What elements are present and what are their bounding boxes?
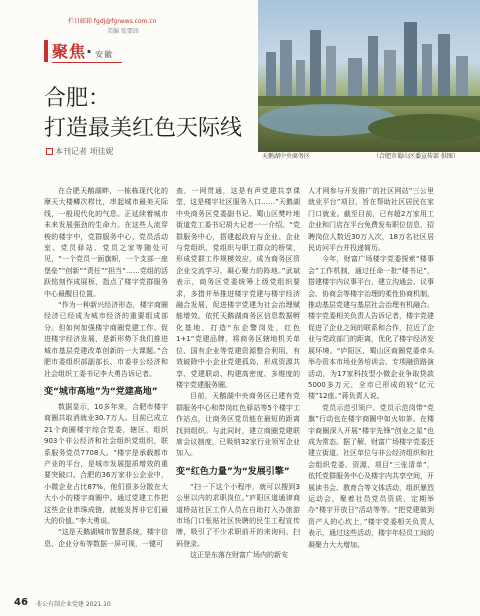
article-title-line1: 合肥：: [44, 86, 111, 111]
photo-credit: （合肥市蜀山区委宣传部 供图）: [373, 153, 459, 160]
text-column-1: [44, 186, 168, 550]
paragraph: 目前，天鹅湖中央商务区已建有党群服务中心和带岗红色驿站等5个楼宇工作站点，让商务区党员能在最短的距离找到组织。与此同时，建立商圈党建联席会议制度，已吸纳32家行业领军企业加入。: [176, 392, 300, 458]
photo-caption: 天鹅湖中央商务区: [262, 153, 311, 160]
text-column-2: [176, 186, 300, 562]
page-number: 46: [14, 597, 28, 608]
paragraph: 人才网参与开发推广的社区网站“三公里就业平台”项目，旨在帮助社区居民在家门口就业。截至目前，已有超2万家用工企业和门店在平台免费发布职位信息，招聘岗位人数近30万人次，18万名社区居民访问平台并投递简历。: [308, 187, 434, 253]
publication-info: 非公有制企业党建 2021.10: [36, 601, 111, 608]
article-title-line2: 打造最美红色天际线: [44, 116, 243, 141]
paragraph: 党员示范引领户、党员示范岗带“党旗”行动也在楼宇商圈中如火如荼。在楼宇商圈深入开展“楼宇先锋”创业之星”也成为常态。据了解，财富广场楼宇党委还建立街道、社区单位与非公经济组织和社会组织党委、资源、项目“三张清单”，依托党群服务中心及楼宇内共享空间，开展读书会、教育合等文体活动，组织暴烈运动会，聚着社员党员资质，定期举办“楼宇开放日”活动等等。“把党建做到资产人的心坎上，”楼宇党委相关负责人表示，通过这些活动，楼宇年轻员工间的凝聚力大大增加。: [308, 403, 434, 549]
byline: [46, 146, 114, 157]
article-title: [44, 84, 242, 144]
square-icon: [46, 148, 53, 155]
paragraph: 今年，财富广场楼宇党委探索“楼事会”工作机制，通过任命一批“楼书记”，搭建楼宇内议事平台，建立沟通会、议事会、协商会等楼宇治理的柔性协商机制，推动基层党建与基层社会治理有机融合。楼宇党委相关负责人告诉记者，楼宇党建促进了企业之间的联系和合作，拉近了企业与党政部门的距离，优化了楼宇经济发展环境。“庐阳区、蜀山区商圈党委牵头举办资本市场业务培训会、专项融资路演活动，为17家科技型小微企业争取贷款5000多万元，全市已形成的较“亿元楼”12座。”蒋负责人说。: [308, 255, 434, 401]
paragraph: 在合肥天鹅湖畔，一栋栋现代化的摩天大楼鳞次栉比，串起城市最美天际线，一般现代化的气息。正延续着城市未来发展强劲的生命力。在这些人流穿梭的楼宇中，党群服务中心、党员活动室、党员驿站、党员之家等随处可见，“一个党员一面旗帜，一个支部一座堡垒”“创新”“责任”“担当”……党组的活跃铭刻作成展板，指点了楼宇党群服务中心最醒目位置。: [44, 187, 168, 298]
column-subtitle: 安徽: [95, 50, 114, 59]
cityscape-photo: [258, 0, 480, 152]
paragraph: “作为一种新兴经济形态，楼宇商圈经济已经成为城市经济的重要组成部分。但如何加强楼宇商圈党建工作、促进楼宇经济发展，是新形势下我们推进城市基层党建改革创新的一大课题。”合肥市委组织部副部长、市委非公经济和社会组织工委书记李大勇告诉记者。: [44, 301, 168, 378]
column-title-text: 聚焦: [52, 42, 87, 61]
byline-text: 本刊记者 项佳妮: [55, 147, 114, 156]
column-editor-email: 栏目邮箱 fgdj@fgnews.com.cn: [68, 18, 157, 25]
column-title: 聚焦· 安徽: [52, 42, 114, 61]
paragraph: 查，一网贯通，这是有声党建共享课堂，这是楼宇社区服务入口……”天鹅湖中央商务区党委副书记、蜀山区樊叶地街道党工委书记胡大记者一一介绍。“党群服务中心，搭建起政府与企业、企业与党组织、党组织与职工群众的桥梁，形成党群工作规模效应，成为商务区资企业交流学习、凝心聚力的阵地。”武斌表示，商务区党委统筹上级党组织要求，多措并举推进楼宇党建与楼宇经济融合发展，促进楼宇党建为社会治理赋能增效。依托天鹅湖商务区信息数据孵化基地，打造“东企警岗处，红色1+1”党建品牌，将商务区辖地机关单位、国有企业等党建资源整合利用，有效破除中小企业党建孤岛，形成资源共享、党建联动、构建高密度、多维度的楼宇党建服务圈。: [176, 187, 300, 389]
section-heading: 变“红色力量”为“发展引擎”: [176, 466, 290, 477]
paragraph: “这是天鹅湖城市智慧系统，楼宇信息、企业分布等数据一屏可视，一键可: [44, 528, 168, 548]
column-accent-bar: [44, 40, 48, 62]
paragraph: “扫一下这个小程序，就可以搜到3公里以内的求职岗位。”庐阳区道通律商道桥站社区工作人员在自助打入办旅游市场门口张贴社区快聘的民生工程宣传牌，吸引了不少求职前开的来询问、扫码登录。: [176, 482, 300, 548]
column-underline: [52, 62, 122, 63]
paragraph: 这正是东落在财富广场内的新安: [190, 551, 288, 560]
text-column-3: [308, 186, 434, 551]
section-heading: 变“城市高地”为“党建高地”: [44, 386, 158, 397]
designer-credit: 美编 张要回: [107, 28, 139, 35]
paragraph: 数据显示，10多年来，合肥市楼宇商圈共取消就业30.7万人。目前已成立21个商圈楼宇综合党委，辖区、组织903个非公经济和社会组织党组织，联系服务党员7708人。“楼宇是承载都市产业的平台，是城市发展提质增效的重要突破口。合肥的36万家非公企业中，小微企业占比87%，他们很多分散在大大小小的楼宇商圈中。通过党建工作把这些企业串珠成链，就能发挥非它们最大的价值。”李大勇说。: [44, 402, 168, 525]
skyline-illustration: [258, 0, 480, 152]
